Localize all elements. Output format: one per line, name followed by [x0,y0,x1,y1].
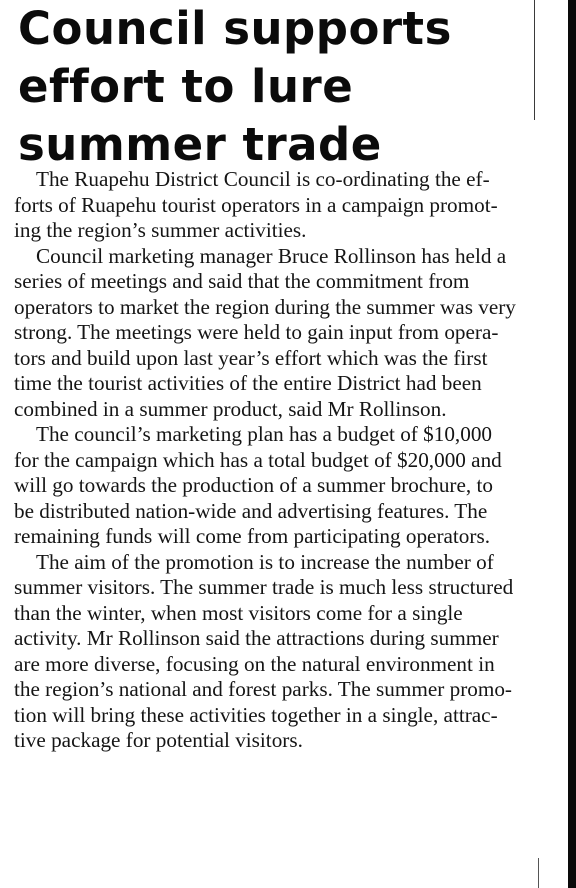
text-line: tion will bring these activities together in a single, attrac- [14,702,498,727]
scan-edge [568,0,576,888]
text-line: series of meetings and said that the commitment from [14,269,470,293]
headline-line: Council supports [18,2,452,55]
headline [18,0,452,174]
text-line: remaining funds will come from participating operators. [14,524,490,548]
paragraph-1 [14,167,568,244]
text-line: time the tourist activities of the entire District had been [14,371,482,395]
text-line: be distributed nation-wide and advertising features. The [14,498,488,523]
column-rule [538,858,539,888]
text-line: tors and build upon last year’s effort which was the first [14,345,488,370]
text-line: tive package for potential visitors. [14,728,303,752]
headline-line: effort to lure [18,60,354,113]
text-line: The aim of the promotion is to increase the number of [36,549,494,574]
text-line: ing the region’s summer activities. [14,218,307,242]
text-line: for the campaign which has a total budget of $20,000 and [14,447,502,472]
text-line: forts of Ruapehu tourist operators in a campaign promot- [14,192,498,217]
text-line: operators to market the region during the summer was very [14,294,516,319]
text-line: summer visitors. The summer trade is much less structured [14,575,514,599]
paragraph-3 [14,422,568,550]
text-line: strong. The meetings were held to gain input from opera- [14,320,499,344]
text-line: the region’s national and forest parks. The summer promo- [14,677,512,701]
article-body [14,167,568,754]
text-line: The Ruapehu District Council is co-ordinating the ef- [36,167,490,191]
column-rule [534,0,535,120]
text-line: are more diverse, focusing on the natural environment in [14,651,495,676]
text-line: will go towards the production of a summer brochure, to [14,473,493,497]
text-line: The council’s marketing plan has a budget of $10,000 [36,422,493,446]
paragraph-2 [14,244,568,423]
text-line: combined in a summer product, said Mr Rollinson. [14,396,447,421]
text-line: Council marketing manager Bruce Rollinson has held a [36,243,507,268]
headline-line: summer trade [18,118,382,171]
text-line: activity. Mr Rollinson said the attractions during summer [14,626,499,650]
paragraph-4 [14,550,568,754]
text-line: than the winter, when most visitors come for a single [14,600,463,625]
